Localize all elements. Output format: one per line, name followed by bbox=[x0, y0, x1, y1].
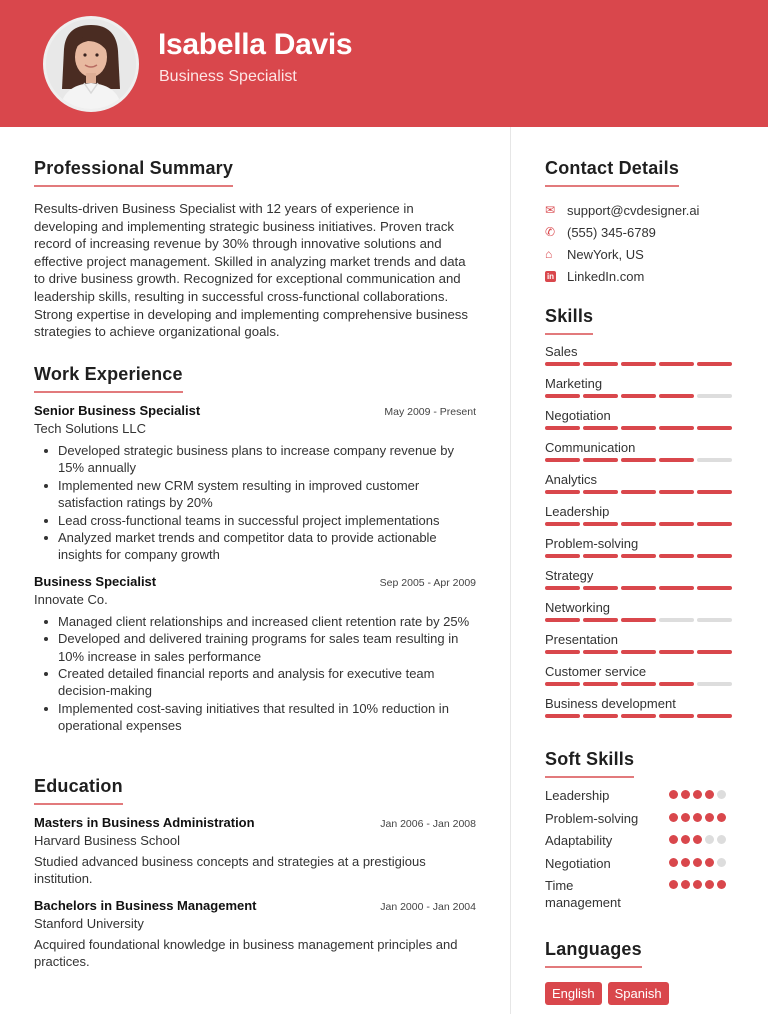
skill-level-segment bbox=[697, 714, 732, 718]
skill-level-segment bbox=[659, 650, 694, 654]
rating-dot bbox=[717, 858, 726, 867]
skill-level-segment bbox=[621, 618, 656, 622]
skill-level-segment bbox=[697, 490, 732, 494]
skill-level-segment bbox=[621, 362, 656, 366]
rating-dot bbox=[693, 858, 702, 867]
skill-level-segment bbox=[583, 426, 618, 430]
soft-skill-rating bbox=[669, 813, 726, 822]
soft-skill-item bbox=[545, 876, 735, 912]
skill-item bbox=[545, 693, 735, 725]
skill-level-segment bbox=[697, 522, 732, 526]
skill-name: Sales bbox=[545, 344, 578, 359]
skill-level-segment bbox=[545, 618, 580, 622]
job-bullet: Implemented cost-saving initiatives that resulted in 10% reduction in operational expenses bbox=[34, 700, 476, 735]
rating-dot bbox=[693, 813, 702, 822]
soft-skill-name: Negotiation bbox=[545, 855, 611, 871]
skills-list bbox=[545, 341, 735, 725]
job-company: Innovate Co. bbox=[34, 591, 108, 607]
rating-dot bbox=[669, 790, 678, 799]
skill-level-segment bbox=[659, 426, 694, 430]
phone-icon: ✆ bbox=[545, 225, 556, 239]
skill-name: Problem-solving bbox=[545, 536, 639, 551]
skill-level-segment bbox=[697, 650, 732, 654]
skill-level-segment bbox=[583, 714, 618, 718]
soft-skill-rating bbox=[669, 858, 726, 867]
skill-item bbox=[545, 501, 735, 533]
skill-level-segment bbox=[545, 522, 580, 526]
skill-level-bar bbox=[545, 554, 732, 558]
skill-item bbox=[545, 373, 735, 405]
languages-section bbox=[545, 939, 735, 1005]
skill-level-segment bbox=[545, 554, 580, 558]
education-header bbox=[34, 815, 476, 830]
skill-level-segment bbox=[659, 458, 694, 462]
experience-heading: Work Experience bbox=[34, 364, 183, 393]
skill-name: Presentation bbox=[545, 632, 618, 647]
skill-item bbox=[545, 629, 735, 661]
skill-name: Marketing bbox=[545, 376, 603, 391]
education-list bbox=[34, 815, 476, 971]
languages-heading: Languages bbox=[545, 939, 642, 968]
resume-header bbox=[0, 0, 768, 127]
skill-level-bar bbox=[545, 362, 732, 366]
soft-skill-name: Time management bbox=[545, 878, 621, 910]
contact-item bbox=[545, 199, 735, 221]
skill-item bbox=[545, 437, 735, 469]
education-dates: Jan 2000 - Jan 2004 bbox=[380, 900, 476, 913]
skill-name: Strategy bbox=[545, 568, 594, 583]
soft-skill-name: Problem-solving bbox=[545, 810, 639, 826]
soft-skills-heading: Soft Skills bbox=[545, 749, 634, 778]
skill-level-segment bbox=[621, 586, 656, 590]
rating-dot bbox=[669, 835, 678, 844]
skill-level-bar bbox=[545, 426, 732, 430]
education-dates: Jan 2006 - Jan 2008 bbox=[380, 818, 476, 830]
candidate-title: Business Specialist bbox=[159, 68, 297, 85]
contact-section bbox=[545, 158, 735, 287]
skill-level-segment bbox=[621, 490, 656, 494]
skill-level-segment bbox=[697, 458, 732, 462]
skill-level-segment bbox=[659, 362, 694, 366]
education-section bbox=[34, 776, 476, 971]
soft-skill-item bbox=[545, 809, 735, 832]
skill-level-segment bbox=[697, 554, 732, 558]
skill-level-segment bbox=[697, 618, 732, 622]
skill-level-bar bbox=[545, 586, 732, 590]
skill-item bbox=[545, 661, 735, 693]
job-header bbox=[34, 574, 476, 589]
education-heading: Education bbox=[34, 776, 123, 805]
skill-level-segment bbox=[545, 394, 580, 398]
rating-dot bbox=[681, 858, 690, 867]
skill-level-segment bbox=[621, 554, 656, 558]
summary-heading: Professional Summary bbox=[34, 158, 233, 187]
skill-level-segment bbox=[659, 714, 694, 718]
skill-level-bar bbox=[545, 682, 732, 686]
column-divider bbox=[510, 127, 511, 1014]
education-entry bbox=[34, 898, 476, 971]
job-bullet: Implemented new CRM system resulting in improved customer satisfaction ratings by 20% bbox=[34, 477, 476, 512]
rating-dot bbox=[705, 790, 714, 799]
education-entry bbox=[34, 815, 476, 888]
rating-dot bbox=[681, 790, 690, 799]
summary-section bbox=[34, 158, 476, 341]
contact-text: support@cvdesigner.ai bbox=[567, 202, 700, 218]
skill-item bbox=[545, 533, 735, 565]
rating-dot bbox=[681, 835, 690, 844]
skill-level-segment bbox=[697, 426, 732, 430]
rating-dot bbox=[717, 880, 726, 889]
contact-list bbox=[545, 199, 735, 287]
summary-text: Results-driven Business Specialist with 12 years of experience in developing and implementing strategic business initiatives. Proven track record of increasing revenue by 30% through innovative solutions and effective project management. Skilled in analyzing market trends and data to drive business growth. Recognized for exceptional communication and leadership skills, resulting in successful cross-functional collaborations. Strong expertise in developing and implementing comprehensive business strategies to achieve organizational goals. bbox=[34, 201, 468, 340]
soft-skill-item bbox=[545, 786, 735, 809]
skill-item bbox=[545, 469, 735, 501]
contact-text: LinkedIn.com bbox=[567, 268, 645, 284]
skill-name: Networking bbox=[545, 600, 611, 615]
skill-level-bar bbox=[545, 522, 732, 526]
skill-level-segment bbox=[583, 586, 618, 590]
rating-dot bbox=[705, 880, 714, 889]
envelope-icon: ✉ bbox=[545, 203, 556, 217]
job-entry bbox=[34, 574, 476, 735]
contact-item bbox=[545, 243, 735, 265]
skill-level-bar bbox=[545, 618, 732, 622]
skill-name: Customer service bbox=[545, 664, 647, 679]
skill-level-bar bbox=[545, 714, 732, 718]
skill-level-segment bbox=[697, 586, 732, 590]
skill-item bbox=[545, 597, 735, 629]
rating-dot bbox=[669, 813, 678, 822]
rating-dot bbox=[669, 858, 678, 867]
skill-level-segment bbox=[659, 394, 694, 398]
skill-level-segment bbox=[545, 714, 580, 718]
skill-level-segment bbox=[545, 650, 580, 654]
skill-level-segment bbox=[545, 426, 580, 430]
skill-level-segment bbox=[583, 458, 618, 462]
contact-item bbox=[545, 265, 735, 287]
education-description: Studied advanced business concepts and strategies at a prestigious institution. bbox=[34, 854, 426, 887]
skill-level-segment bbox=[659, 522, 694, 526]
soft-skills-section bbox=[545, 749, 735, 912]
degree-name: Bachelors in Business Management bbox=[34, 897, 257, 913]
contact-heading: Contact Details bbox=[545, 158, 679, 187]
skill-level-segment bbox=[545, 586, 580, 590]
contact-text: NewYork, US bbox=[567, 246, 644, 262]
experience-section bbox=[34, 364, 476, 735]
rating-dot bbox=[693, 880, 702, 889]
rating-dot bbox=[705, 858, 714, 867]
skill-level-segment bbox=[621, 394, 656, 398]
skill-level-segment bbox=[545, 458, 580, 462]
soft-skill-rating bbox=[669, 835, 726, 844]
contact-text: (555) 345-6789 bbox=[567, 224, 656, 240]
skill-level-segment bbox=[659, 554, 694, 558]
rating-dot bbox=[717, 835, 726, 844]
job-entry bbox=[34, 403, 476, 564]
skill-level-segment bbox=[659, 682, 694, 686]
skill-level-segment bbox=[545, 490, 580, 494]
skill-item bbox=[545, 565, 735, 597]
rating-dot bbox=[693, 835, 702, 844]
skill-level-segment bbox=[583, 554, 618, 558]
job-bullets bbox=[34, 613, 476, 735]
rating-dot bbox=[717, 813, 726, 822]
candidate-name: Isabella Davis bbox=[158, 28, 353, 61]
job-bullets bbox=[34, 442, 476, 564]
language-list bbox=[545, 982, 735, 1005]
skill-level-segment bbox=[659, 618, 694, 622]
language-badge: English bbox=[545, 982, 602, 1005]
soft-skills-list bbox=[545, 786, 735, 912]
skill-level-segment bbox=[621, 650, 656, 654]
job-header bbox=[34, 403, 476, 418]
rating-dot bbox=[681, 813, 690, 822]
skills-heading: Skills bbox=[545, 306, 593, 335]
skill-level-segment bbox=[697, 394, 732, 398]
skill-level-segment bbox=[621, 458, 656, 462]
soft-skill-name: Leadership bbox=[545, 788, 610, 803]
skill-item bbox=[545, 405, 735, 437]
skill-level-bar bbox=[545, 458, 732, 462]
job-list bbox=[34, 403, 476, 735]
rating-dot bbox=[705, 835, 714, 844]
skill-level-segment bbox=[621, 682, 656, 686]
job-bullet: Developed strategic business plans to increase company revenue by 15% annually bbox=[34, 442, 476, 477]
job-bullet: Lead cross-functional teams in successful project implementations bbox=[34, 512, 476, 529]
skill-level-segment bbox=[583, 650, 618, 654]
linkedin-icon: in bbox=[546, 271, 555, 281]
rating-dot bbox=[717, 790, 726, 799]
job-company: Tech Solutions LLC bbox=[34, 421, 147, 436]
job-bullet: Developed and delivered training programs for sales team resulting in 10% increase in sales performance bbox=[34, 630, 476, 665]
profile-photo bbox=[43, 16, 139, 112]
home-icon: ⌂ bbox=[545, 247, 553, 261]
skill-level-segment bbox=[583, 522, 618, 526]
soft-skill-rating bbox=[669, 790, 726, 799]
skill-level-segment bbox=[583, 362, 618, 366]
skill-level-bar bbox=[545, 394, 732, 398]
language-badge: Spanish bbox=[608, 982, 669, 1005]
skill-level-segment bbox=[545, 682, 580, 686]
job-bullet: Analyzed market trends and competitor data to provide actionable insights for company growth bbox=[34, 529, 476, 564]
skill-item bbox=[545, 341, 735, 373]
job-role: Senior Business Specialist bbox=[34, 403, 201, 418]
skills-section bbox=[545, 306, 735, 725]
soft-skill-item bbox=[545, 854, 735, 877]
education-description: Acquired foundational knowledge in business management principles and practices. bbox=[34, 936, 458, 970]
rating-dot bbox=[669, 880, 678, 889]
skill-level-segment bbox=[621, 426, 656, 430]
skill-level-segment bbox=[697, 362, 732, 366]
degree-name: Masters in Business Administration bbox=[34, 815, 255, 830]
job-bullet: Created detailed financial reports and analysis for executive team decision-making bbox=[34, 665, 476, 700]
skill-level-segment bbox=[621, 522, 656, 526]
school-name: Stanford University bbox=[34, 915, 144, 931]
skill-level-segment bbox=[583, 682, 618, 686]
skill-name: Communication bbox=[545, 440, 636, 455]
skill-level-segment bbox=[583, 394, 618, 398]
skill-level-segment bbox=[583, 618, 618, 622]
soft-skill-item bbox=[545, 831, 735, 854]
soft-skill-rating bbox=[669, 880, 726, 889]
skill-name: Leadership bbox=[545, 504, 610, 519]
rating-dot bbox=[705, 813, 714, 822]
skill-level-segment bbox=[659, 490, 694, 494]
skill-name: Business development bbox=[545, 696, 676, 711]
job-dates: Sep 2005 - Apr 2009 bbox=[379, 576, 476, 589]
skill-name: Analytics bbox=[545, 472, 598, 487]
soft-skill-name: Adaptability bbox=[545, 833, 613, 848]
skill-level-segment bbox=[659, 586, 694, 590]
job-dates: May 2009 - Present bbox=[384, 406, 476, 418]
school-name: Harvard Business School bbox=[34, 833, 180, 848]
skill-level-segment bbox=[697, 682, 732, 686]
rating-dot bbox=[693, 790, 702, 799]
skill-name: Negotiation bbox=[545, 408, 611, 423]
skill-level-bar bbox=[545, 650, 732, 654]
job-role: Business Specialist bbox=[34, 573, 157, 589]
rating-dot bbox=[681, 880, 690, 889]
job-bullet: Managed client relationships and increased client retention rate by 25% bbox=[34, 613, 476, 630]
contact-item bbox=[545, 221, 735, 243]
skill-level-bar bbox=[545, 490, 732, 494]
skill-level-segment bbox=[583, 490, 618, 494]
skill-level-segment bbox=[621, 714, 656, 718]
skill-level-segment bbox=[545, 362, 580, 366]
education-header bbox=[34, 898, 476, 913]
